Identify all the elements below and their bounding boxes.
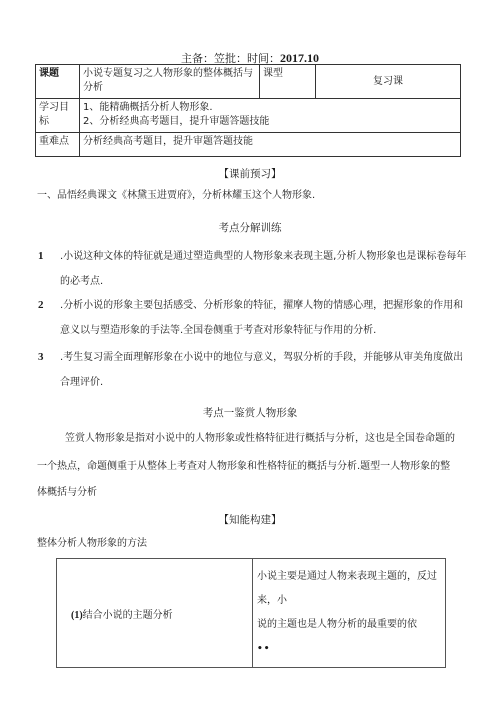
item-one: 一、品悟经典课文《林黛玉进贾府》，分析林耀玉这个人物形象. — [37, 190, 316, 201]
point-3-line2: 合理评价. — [60, 377, 104, 388]
point-1 — [38, 247, 467, 287]
point-3-num: 3 — [38, 351, 44, 363]
type-label: 课型 — [260, 65, 316, 99]
method-num: (1) — [71, 609, 83, 621]
goal-2: 2、分析经典高考题目，提升审题答题技能 — [83, 116, 270, 127]
topic-value-line1: 小说专题复习之人物形象的整体概括与 — [83, 68, 253, 79]
lesson-info-table — [35, 64, 461, 157]
method-left-cell — [57, 559, 253, 668]
point-2 — [38, 296, 463, 336]
method-desc-line2: 说的主题也是人物分析的最重要的依 — [257, 619, 417, 630]
kaodian1-title: 考点一鉴赏人物形象 — [202, 407, 298, 419]
para-line-1: 笠赏人物形象是指对小说中的人物形象或性格特征进行概括与分析，这也是全国卷命题的 — [65, 433, 455, 444]
method-name: 结合小说的主题分析 — [82, 609, 173, 621]
point-2-num: 2 — [38, 299, 44, 311]
kaodian-title: 考点分解训练 — [218, 222, 282, 234]
topic-label: 课题 — [36, 65, 80, 99]
method-desc-line1: 小说主要是通过人物来表现主题的，反过来，小 — [257, 571, 437, 606]
para-line-2: 一个热点，命题侧重于从整体上考查对人物形象和性格特征的概括与分析.题型一人物形象的整 — [37, 461, 451, 472]
difficulty-value: 分析经典高考题目，提升审题答题技能 — [80, 133, 461, 157]
point-3-line1: .考生复习需全面理解形象在小说中的地位与意义，驾驭分析的手段，并能够从审美角度做出 — [60, 352, 464, 363]
goals-label: 学习目标 — [36, 99, 80, 133]
point-2-line1: .分析小说的形象主要包括感受、分析形象的特征，擢摩人物的情感心理，把握形象的作用和 — [60, 300, 464, 311]
goals-value — [80, 99, 461, 133]
method-dots: •• — [257, 644, 271, 654]
goal-1: 1、能精确概括分析人物形象. — [83, 102, 213, 113]
point-1-line1: .小说这种文体的特征就是通过塑造典型的人物形象来表现主题,分析人物形象也是课标卷每年 — [60, 251, 467, 262]
header-text: 主备：笠批：时间： — [181, 52, 280, 65]
topic-value-line2: 分析 — [83, 82, 103, 93]
method-heading: 整体分析人物形象的方法 — [37, 538, 147, 549]
point-1-num: 1 — [38, 250, 44, 262]
topic-value — [80, 65, 260, 99]
knowledge-title: 【知能构建】 — [218, 514, 282, 526]
point-1-line2: 的必考点. — [60, 276, 104, 287]
para-line-3: 体概括与分析 — [37, 487, 97, 498]
point-3 — [38, 348, 463, 388]
method-right-cell — [253, 559, 446, 668]
point-2-line2: 意义以与塑造形象的手法等.全国卷侧重于考查对形象特征与作用的分析. — [60, 325, 377, 336]
difficulty-label: 重难点 — [36, 133, 80, 157]
header-date: 2017.10 — [280, 51, 319, 65]
preview-title: 【课前预习】 — [218, 168, 282, 180]
type-value: 复习课 — [316, 65, 461, 99]
method-table — [56, 558, 446, 668]
